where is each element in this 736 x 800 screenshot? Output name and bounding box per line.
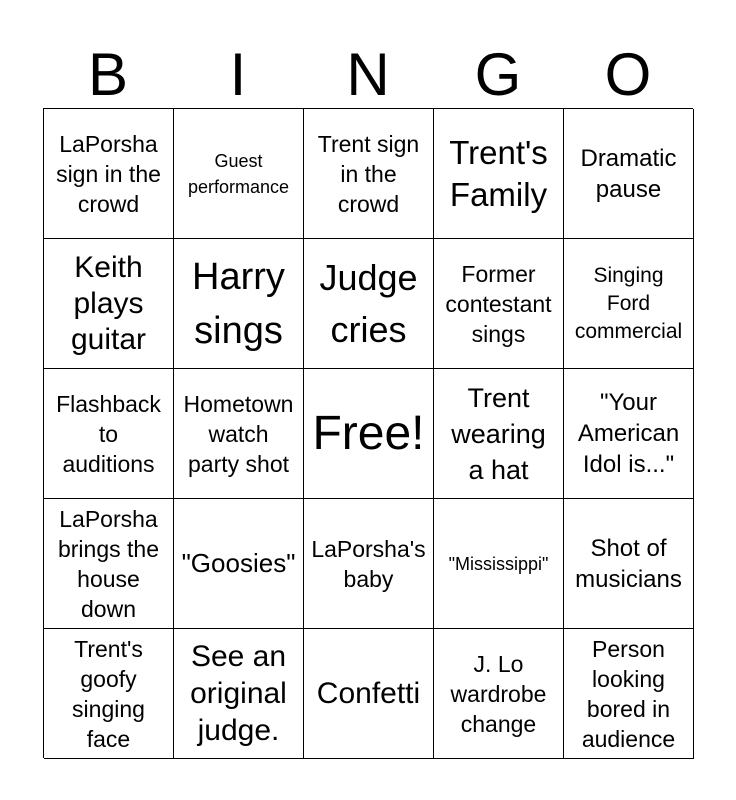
bingo-cell-r5c4[interactable]: J. Lo wardrobe change — [434, 629, 564, 759]
bingo-cell-free[interactable]: Free! — [304, 369, 434, 499]
bingo-cell-r4c3[interactable]: LaPorsha's baby — [304, 499, 434, 629]
bingo-cell-r2c4[interactable]: Former contestant sings — [434, 239, 564, 369]
bingo-cell-r2c3[interactable]: Judge cries — [304, 239, 434, 369]
bingo-cell-r3c2[interactable]: Hometown watch party shot — [174, 369, 304, 499]
header-letter-g: G — [474, 41, 522, 108]
bingo-cell-r4c2[interactable]: "Goosies" — [174, 499, 304, 629]
bingo-cell-r2c5[interactable]: Singing Ford commercial — [564, 239, 694, 369]
bingo-cell-r1c5[interactable]: Dramatic pause — [564, 109, 694, 239]
bingo-cell-r3c4[interactable]: Trent wearing a hat — [434, 369, 564, 499]
bingo-cell-r2c1[interactable]: Keith plays guitar — [44, 239, 174, 369]
bingo-cell-r1c3[interactable]: Trent sign in the crowd — [304, 109, 434, 239]
bingo-cell-r1c4[interactable]: Trent's Family — [434, 109, 564, 239]
bingo-cell-r3c1[interactable]: Flashback to auditions — [44, 369, 174, 499]
bingo-cell-r4c1[interactable]: LaPorsha brings the house down — [44, 499, 174, 629]
header-letter-n: N — [346, 41, 390, 108]
bingo-board — [43, 108, 693, 758]
bingo-header — [43, 42, 693, 108]
header-letter-b: B — [87, 41, 129, 108]
bingo-cell-r2c2[interactable]: Harry sings — [174, 239, 304, 369]
bingo-cell-r5c3[interactable]: Confetti — [304, 629, 434, 759]
bingo-cell-r4c4[interactable]: "Mississippi" — [434, 499, 564, 629]
header-letter-i: I — [229, 41, 247, 108]
header-letter-o: O — [604, 41, 652, 108]
bingo-cell-r1c1[interactable]: LaPorsha sign in the crowd — [44, 109, 174, 239]
bingo-cell-r5c5[interactable]: Person looking bored in audience — [564, 629, 694, 759]
bingo-cell-r5c1[interactable]: Trent's goofy singing face — [44, 629, 174, 759]
bingo-cell-r3c5[interactable]: "Your American Idol is..." — [564, 369, 694, 499]
bingo-cell-r1c2[interactable]: Guest performance — [174, 109, 304, 239]
bingo-cell-r5c2[interactable]: See an original judge. — [174, 629, 304, 759]
bingo-cell-r4c5[interactable]: Shot of musicians — [564, 499, 694, 629]
